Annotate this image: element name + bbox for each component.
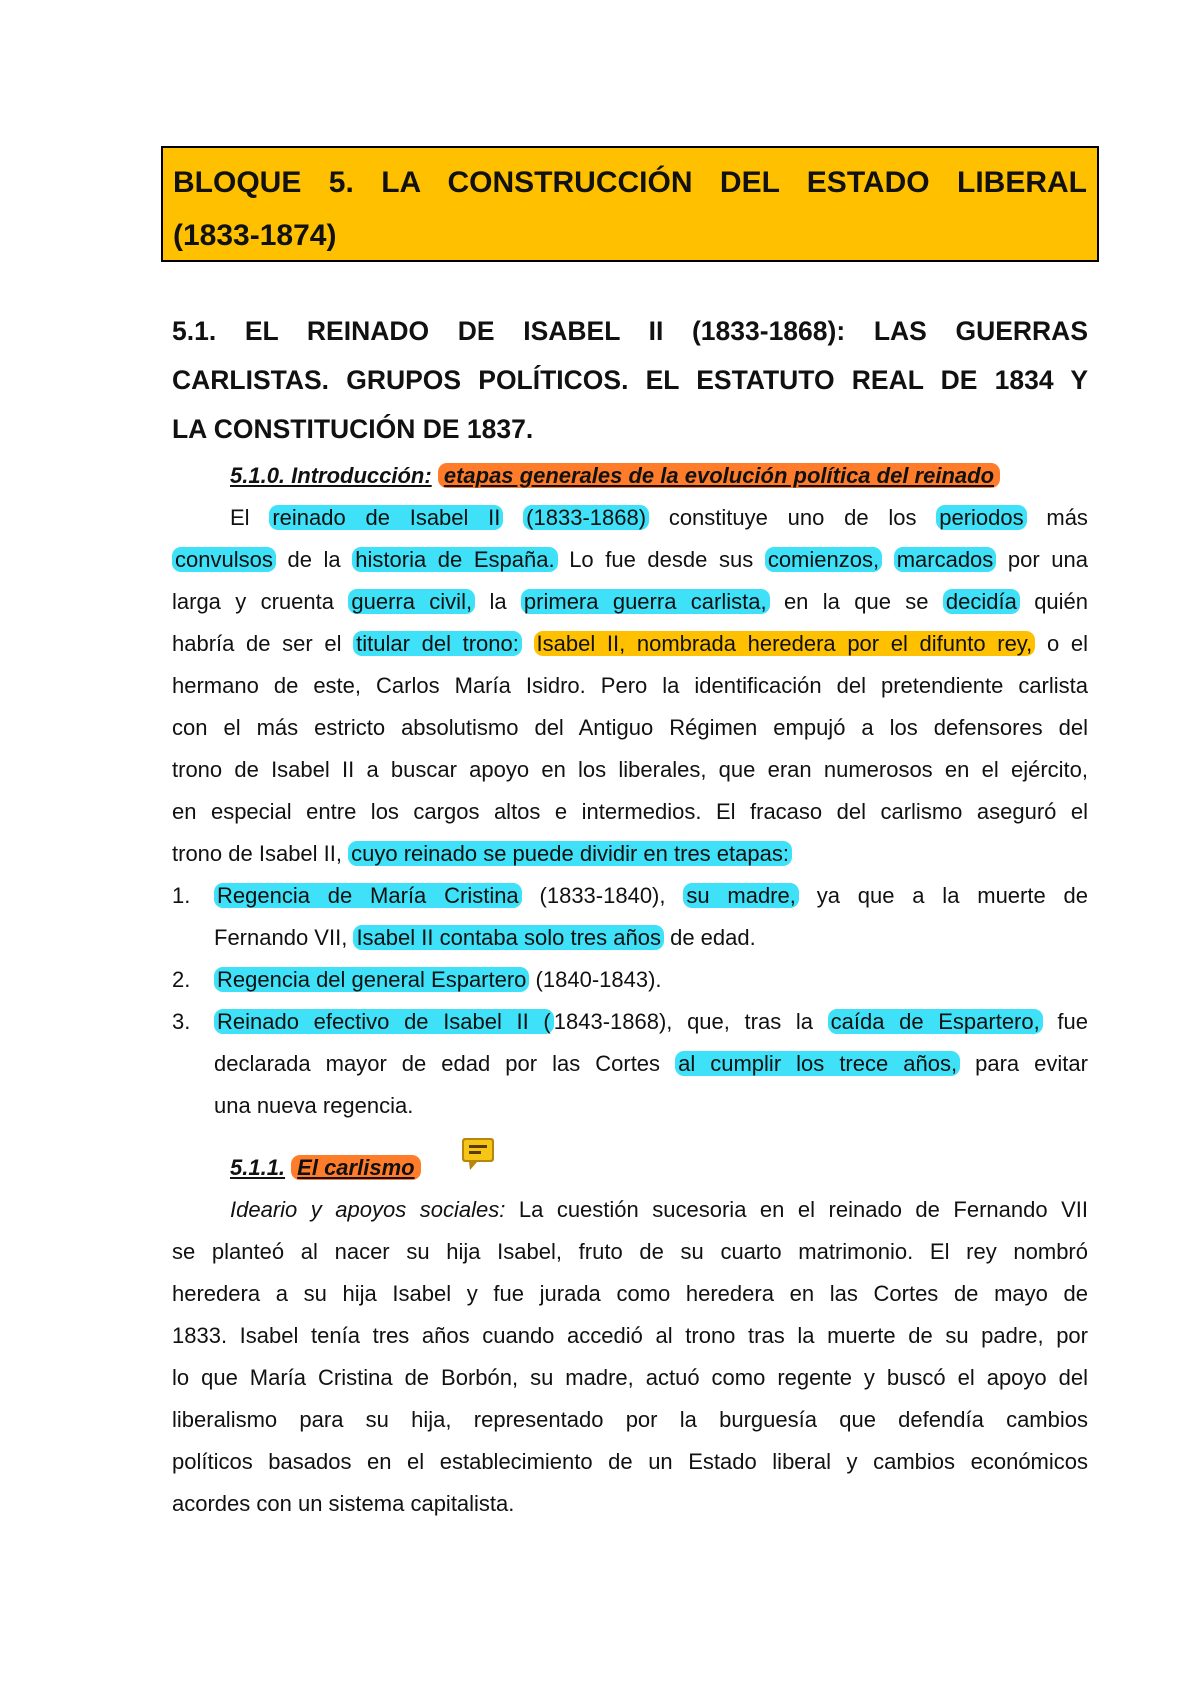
subsection-number: 5.1.0. Introducción: [230,463,432,488]
list-item: 1. Regencia de María Cristina (1833-1840), su madre, ya que a la muerte de [172,875,1088,917]
section-heading-line-2: CARLISTAS. GRUPOS POLÍTICOS. EL ESTATUTO REAL DE 1834 Y [172,365,1088,395]
subsection-title-highlight: El carlismo [291,1155,420,1180]
section-heading [172,307,1088,454]
subsection-carlismo-heading [230,1147,421,1189]
highlight: decidía [943,589,1020,614]
highlight: titular del trono: [353,631,522,656]
text-line: convulsos de la historia de España. Lo fue desde sus comienzos, marcados por una [172,539,1088,581]
text-line: acordes con un sistema capitalista. [172,1491,515,1516]
highlight: primera guerra carlista, [521,589,770,614]
text-line: se planteó al nacer su hija Isabel, fruto de su cuarto matrimonio. El rey nombró [172,1239,1088,1264]
highlight: Regencia de María Cristina [214,883,522,908]
paragraph-carlismo [172,1189,1088,1525]
highlight: historia de España. [352,547,557,572]
subsection-title-highlight: etapas generales de la evolución política del reinado [438,463,1000,488]
highlight-yellow: Isabel II, nombrada heredera por el difunto rey, [534,631,1036,656]
list-item: 2. Regencia del general Espartero (1840-1843). [172,959,1088,1001]
list-item-continuation: Fernando VII, Isabel II contaba solo tres años de edad. [214,925,756,950]
list-number: 1. [172,883,191,908]
highlight: convulsos [172,547,276,572]
list-number: 2. [172,967,191,992]
text-line: hermano de este, Carlos María Isidro. Pero la identificación del pretendiente carlista [172,673,1088,698]
list-item-continuation: una nueva regencia. [214,1093,414,1118]
text-line: con el más estricto absolutismo del Antiguo Régimen empujó a los defensores del [172,715,1088,740]
text-line: trono de Isabel II a buscar apoyo en los liberales, que eran numerosos en el ejército, [172,757,1088,782]
text-line: políticos basados en el establecimiento de un Estado liberal y cambios económicos [172,1449,1088,1474]
section-heading-line-1: 5.1. EL REINADO DE ISABEL II (1833-1868): LAS GUERRAS [172,316,1088,346]
highlight: (1833-1868) [523,505,649,530]
text-line: lo que María Cristina de Borbón, su madre, actuó como regente y buscó el apoyo del [172,1365,1088,1390]
block-title-line-2: (1833-1874) [173,219,337,252]
highlight: comienzos, [765,547,882,572]
text-line: larga y cruenta guerra civil, la primera guerra carlista, en la que se decidía quién [172,589,1089,614]
highlight: reinado de Isabel II [269,505,503,530]
stages-list [172,875,1088,1127]
highlight: Isabel II contaba solo tres años [353,925,664,950]
highlight: caída de Espartero, [828,1009,1043,1034]
highlight: guerra civil, [348,589,475,614]
list-item: 3. Reinado efectivo de Isabel II ( 1843-1868), que, tras la caída de Espartero, fue [172,1001,1088,1043]
block-title-box [161,146,1099,262]
text-line: liberalismo para su hija, representado por la burguesía que defendía cambios [172,1407,1088,1432]
highlight: marcados [894,547,997,572]
section-heading-line-3: LA CONSTITUCIÓN DE 1837. [172,414,534,444]
highlight: Regencia del general Espartero [214,967,529,992]
text-line: en especial entre los cargos altos e intermedios. El fracaso del carlismo aseguró el [172,799,1088,824]
highlight: cuyo reinado se puede dividir en tres etapas: [348,841,792,866]
subsection-number: 5.1.1. [230,1155,286,1180]
highlight: periodos [936,505,1026,530]
text-line: trono de Isabel II, cuyo reinado se puede dividir en tres etapas: [172,833,1088,875]
paragraph-intro [172,497,1088,875]
text-line: Ideario y apoyos sociales: La cuestión sucesoria en el reinado de Fernando VII [230,1197,1088,1222]
text-line: heredera a su hija Isabel y fue jurada como heredera en las Cortes de mayo de [172,1281,1088,1306]
list-item-continuation: declarada mayor de edad por las Cortes al cumplir los trece años, para evitar [214,1051,1088,1076]
text-line: habría de ser el titular del trono: Isabel II, nombrada heredera por el difunto rey, o el [172,631,1088,656]
subsection-intro-heading [230,455,1000,497]
text-line: 1833. Isabel tenía tres años cuando accedió al trono tras la muerte de su padre, por [172,1323,1088,1348]
highlight: su madre, [683,883,799,908]
highlight: al cumplir los trece años, [675,1051,960,1076]
comment-icon[interactable] [461,1137,495,1171]
list-number: 3. [172,1009,191,1034]
block-title-line-1: BLOQUE 5. LA CONSTRUCCIÓN DEL ESTADO LIBERAL [173,166,1087,199]
highlight: Reinado efectivo de Isabel II ( [214,1009,554,1034]
text-line: El reinado de Isabel II (1833-1868) constituye uno de los periodos más [230,505,1088,530]
